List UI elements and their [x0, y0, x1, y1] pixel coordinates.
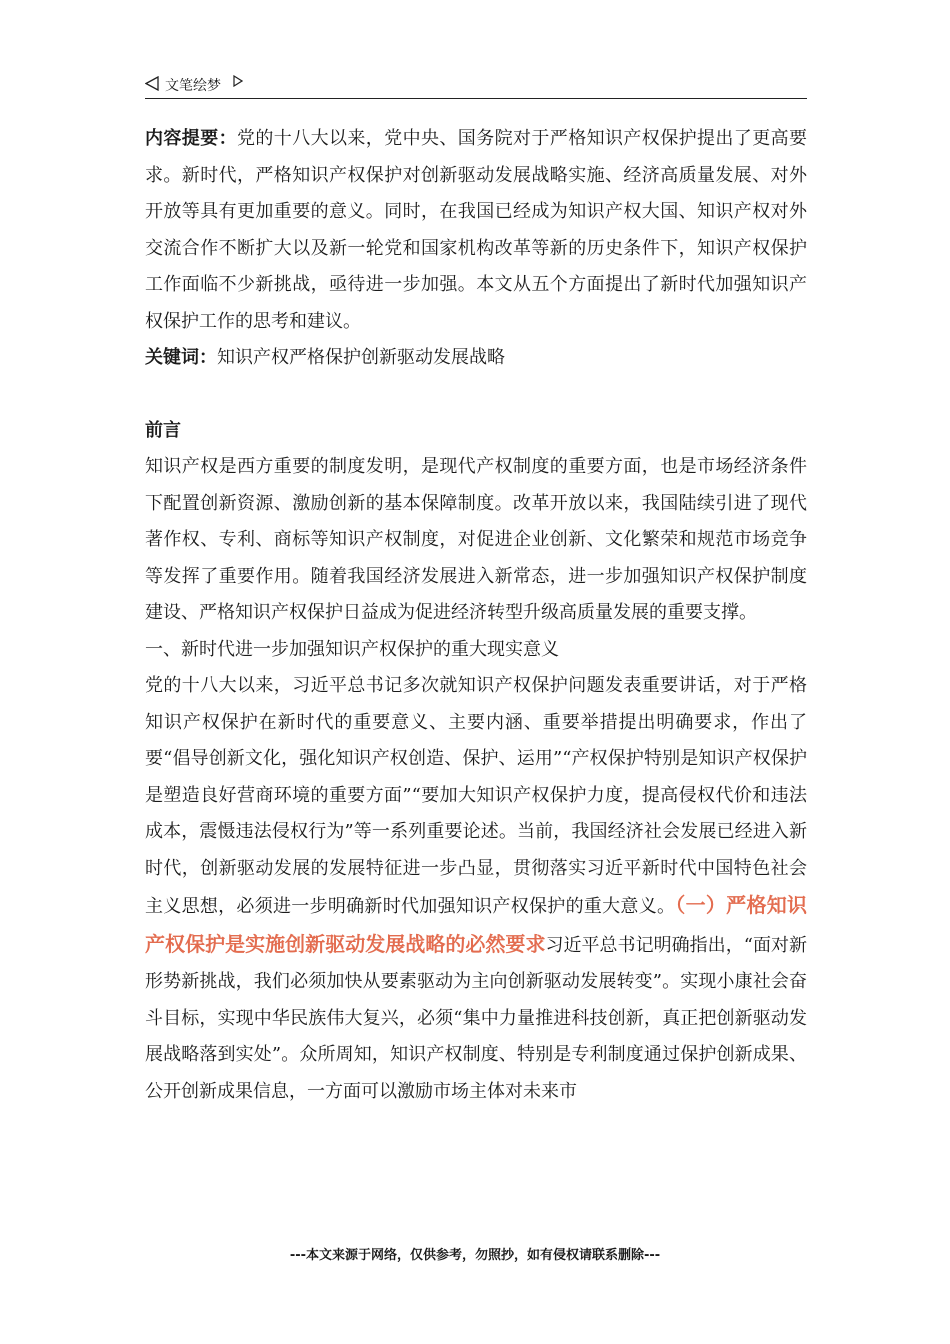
keywords-label: 关键词： [145, 347, 217, 368]
spacer [145, 377, 807, 413]
abstract-label: 内容提要： [145, 128, 237, 149]
section1-text2: 习近平总书记明确指出，“面对新形势新挑战，我们必须加快从要素驱动为主向创新驱动发展转变”。实现小康社会奋斗目标，实现中华民族伟大复兴，必须“集中力量推进科技创新，真正把创新驱动发展战略落到实处”。众所周知，知识产权制度、特别是专利制度通过保护创新成果、公开创新成果信息，一方面可以激励市场主体对未来市 [145, 934, 807, 1102]
triangle-left-icon [145, 76, 159, 91]
preface-title: 前言 [145, 419, 181, 441]
section1-highlight: （一）严格知识产权保护是实施创新驱动发展战略的必然要求 [145, 893, 808, 956]
abstract-paragraph [145, 121, 807, 340]
keywords-paragraph [145, 340, 807, 377]
section1-paragraph [145, 668, 807, 1110]
abstract-text: 党的十八大以来，党中央、国务院对于严格知识产权保护提出了更高要求。新时代，严格知识产权保护对创新驱动发展战略实施、经济高质量发展、对外开放等具有更加重要的意义。同时，在我国已经成为知识产权大国、知识产权对外交流合作不断扩大以及新一轮党和国家机构改革等新的历史条件下，知识产权保护工作面临不少新挑战，亟待进一步加强。本文从五个方面提出了新时代加强知识产权保护工作的思考和建议。 [145, 128, 807, 332]
triangle-right-icon [233, 75, 243, 87]
header-brand: 文笔绘梦 [165, 78, 221, 94]
keywords-text: 知识产权严格保护创新驱动发展战略 [217, 347, 505, 368]
page-footer: ---本文来源于网络，仅供参考，勿照抄，如有侵权请联系删除--- [289, 1248, 661, 1263]
preface-text: 知识产权是西方重要的制度发明，是现代产权制度的重要方面，也是市场经济条件下配置创新资源、激励创新的基本保障制度。改革开放以来，我国陆续引进了现代著作权、专利、商标等知识产权制度，对促进企业创新、文化繁荣和规范市场竞争等发挥了重要作用。随着我国经济发展进入新常态，进一步加强知识产权保护制度建设、严格知识产权保护日益成为促进经济转型升级高质量发展的重要支撑。 [145, 456, 807, 623]
page-header [145, 72, 807, 99]
section1-title: 一、新时代进一步加强知识产权保护的重大现实意义 [145, 638, 559, 660]
document-body [145, 121, 807, 1110]
section1-text: 党的十八大以来，习近平总书记多次就知识产权保护问题发表重要讲话，对于严格知识产权保护在新时代的重要意义、主要内涵、重要举措提出明确要求，作出了要“倡导创新文化，强化知识产权创造、保护、运用”“产权保护特别是知识产权保护是塑造良好营商环境的重要方面”“要加大知识产权保护力度，提高侵权代价和违法成本，震慑违法侵权行为”等一系列重要论述。当前，我国经济社会发展已经进入新时代，创新驱动发展的发展特征进一步凸显，贯彻落实习近平新时代中国特色社会主义思想，必须进一步明确新时代加强知识产权保护的重大意义。 [145, 675, 807, 917]
